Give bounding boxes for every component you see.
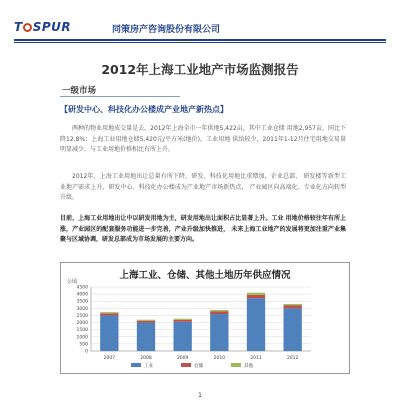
bar-仓储-2007: [100, 313, 118, 315]
y-tick-label: 2500: [76, 313, 88, 319]
x-tick-label: 2009: [176, 356, 189, 361]
bar-仓储-2012: [284, 305, 302, 308]
legend-label: 仓储: [194, 364, 203, 369]
y-tick-label: 3000: [76, 306, 88, 312]
y-tick-label: 2000: [76, 321, 88, 327]
chart-plot: [61, 263, 349, 373]
bar-其他-2008: [137, 320, 155, 321]
section-underline: [60, 96, 180, 97]
legend-swatch: [231, 363, 241, 367]
logo-ring-icon: [23, 23, 32, 32]
x-tick-label: 2012: [286, 356, 299, 361]
bar-工业-2009: [174, 322, 192, 351]
paragraph-3: 目前，上海工业用地出让中以研发用地为主，研发用地出让面积占比显著上升。工业 用地价格较往年有所上涨，产业园区的配套服务功能进一步完善，产业升级加快推进， 未来上海工业地产的发展将更加注重产业集聚与区域协调，研发总部成为市场发展的主要方向。: [60, 215, 346, 243]
tospur-logo: T SPUR: [14, 20, 72, 34]
y-tick-label: 1000: [76, 335, 88, 341]
document-title: 2012年上海工业地产市场监测报告: [101, 62, 299, 77]
bar-其他-2009: [174, 319, 192, 320]
bar-工业-2007: [100, 315, 118, 351]
bar-工业-2011: [247, 298, 265, 351]
y-tick-label: 0: [85, 349, 88, 355]
chart-title: 上海工业、仓储、其他土地历年供应情况: [119, 270, 291, 281]
x-tick-label: 2008: [140, 356, 152, 361]
legend-label: 其他: [244, 364, 253, 369]
subheading: 【研发中心、科技化办公楼成产业地产新热点】: [60, 105, 228, 114]
company-name: 同策房产咨询股份有限公司: [112, 25, 221, 35]
bar-工业-2008: [137, 323, 155, 351]
y-tick-label: 4500: [76, 285, 88, 291]
bar-仓储-2011: [247, 295, 265, 299]
legend-swatch: [131, 363, 141, 367]
legend-label: 工业: [144, 364, 153, 369]
legend-swatch: [181, 363, 191, 367]
y-tick-label: 4000: [76, 292, 88, 298]
bar-仓储-2010: [210, 311, 228, 314]
page-header: [14, 20, 386, 38]
y-tick-label: 3500: [76, 299, 88, 305]
paragraph-2: 2012年，上海工业用地出让总量有所下降，研发、科技化用地比重增加，企业总部、 研发楼等新型工业地产需求上升，研发中心、科技化办公楼成为产业地产市场新热点， 产业园区向高端化、专业化方向转型升级。: [60, 173, 346, 201]
x-tick-label: 2010: [213, 356, 226, 361]
y-axis-label: 公顷: [67, 279, 78, 285]
bar-其他-2012: [284, 304, 302, 305]
bar-其他-2007: [100, 312, 118, 313]
bar-其他-2011: [247, 293, 265, 295]
bar-工业-2010: [210, 314, 228, 351]
paragraph-1: 两种的物业用地成交量是去，2012年上海全市一年供地5,422亩，其中工业仓储 用地2,957亩，同比下降12.8%；上海工业用地仓储5,420元/平方米(地价)，工业用地 供给较少，2011年1-12月住宅用地交易量明显减少，与工业用地价格相比有所上升。: [60, 125, 346, 153]
header-rule: [14, 39, 386, 41]
x-tick-label: 2007: [103, 356, 116, 361]
page-number: 1: [198, 392, 202, 399]
bar-仓储-2009: [174, 320, 192, 322]
x-tick-label: 2011: [250, 356, 262, 361]
bar-仓储-2008: [137, 321, 155, 323]
section-heading: 一级市场: [62, 86, 97, 96]
y-tick-label: 500: [79, 342, 88, 348]
land-supply-chart: [60, 262, 350, 374]
bar-工业-2012: [284, 308, 302, 351]
header-rule-thin: [14, 42, 386, 43]
y-tick-label: 1500: [76, 328, 88, 334]
bar-其他-2010: [210, 310, 228, 311]
